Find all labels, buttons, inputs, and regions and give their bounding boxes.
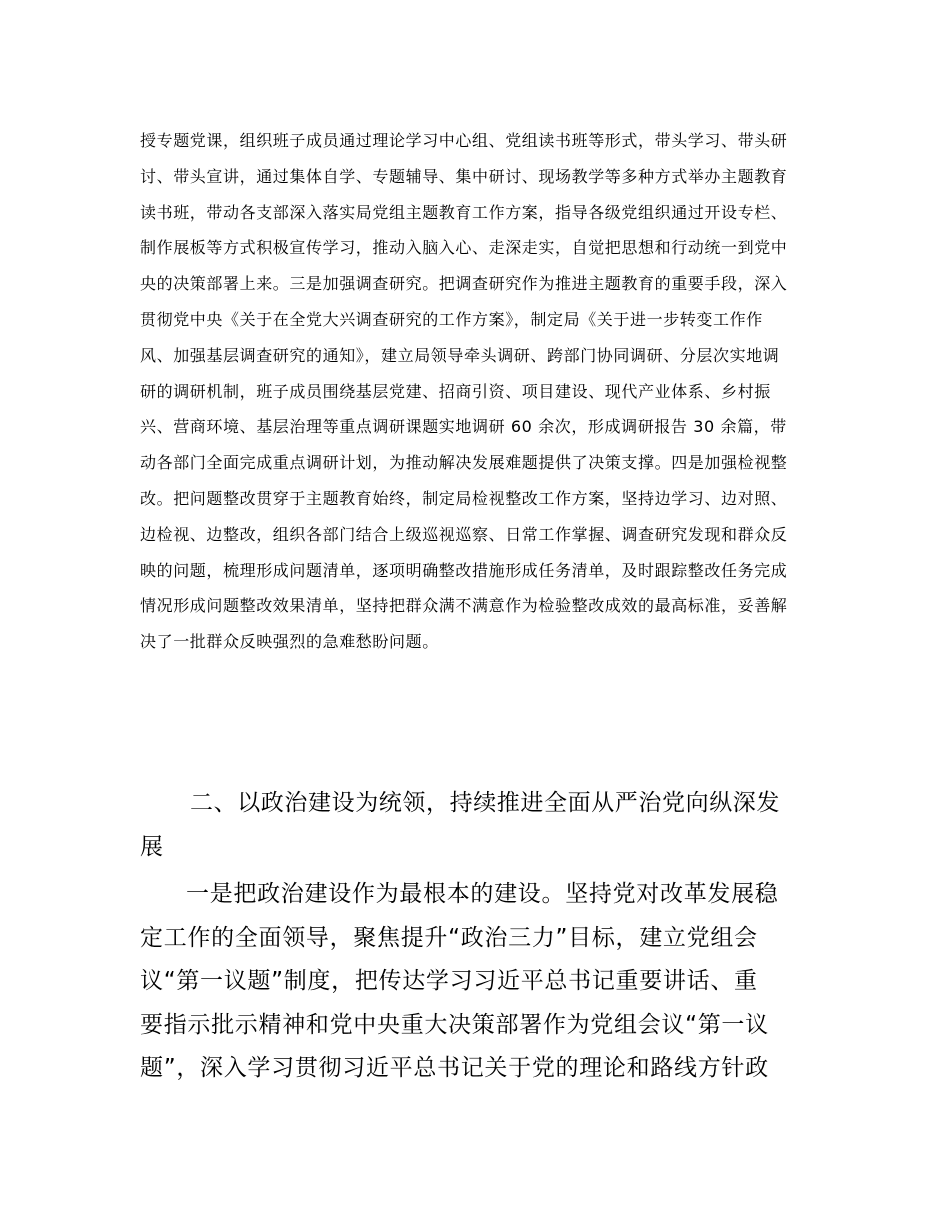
heading-line: 展 xyxy=(140,834,164,860)
paragraph-line: 决了一批群众反映强烈的急难愁盼问题。 xyxy=(140,632,439,652)
paragraph-line: 边检视、边整改，组织各部门结合上级巡视巡察、日常工作掌握、调查研究发现和群众反 xyxy=(140,524,788,544)
paragraph-line: 研的调研机制，班子成员围绕基层党建、招商引资、项目建设、现代产业体系、乡村振 xyxy=(140,381,771,401)
paragraph-line: 授专题党课，组织班子成员通过理论学习中心组、党组读书班等形式，带头学习、带头研 xyxy=(140,131,788,150)
paragraph-line: 制作展板等方式积极宣传学习，推动入脑入心、走深走实，自觉把思想和行动统一到党中 xyxy=(140,238,788,258)
paragraph-line: 映的问题，梳理形成问题清单，逐项明确整改措施形成任务清单，及时跟踪整改任务完成 xyxy=(140,560,788,580)
paragraph-line: 情况形成问题整改效果清单，坚持把群众满不满意作为检验整改成效的最高标准，妥善解 xyxy=(140,596,788,616)
paragraph-line: 要指示批示精神和党中央重大决策部署作为党组会议“第一议 xyxy=(140,1011,769,1038)
paragraph-line: 一是把政治建设作为最根本的建设。坚持党对改革发展稳 xyxy=(186,881,779,907)
paragraph-line: 央的决策部署上来。三是加强调查研究。把调查研究作为推进主题教育的重要手段，深入 xyxy=(140,274,788,294)
body-paragraph-1 xyxy=(140,123,812,660)
section-heading xyxy=(140,781,812,869)
paragraph-line: 风、加强基层调查研究的通知》，建立局领导牵头调研、跨部门协同调研、分层次实地调 xyxy=(140,345,780,365)
paragraph-line: 动各部门全面完成重点调研计划，为推动解决发展难题提供了决策支撑。四是加强检视整 xyxy=(140,453,788,473)
paragraph-line: 读书班，带动各支部深入落实局党组主题教育工作方案，指导各级党组织通过开设专栏、 xyxy=(140,202,788,222)
paragraph-line: 题”，深入学习贯彻习近平总书记关于党的理论和路线方针政 xyxy=(140,1055,769,1081)
paragraph-line: 讨、带头宣讲，通过集体自学、专题辅导、集中研讨、现场教学等多种方式举办主题教育 xyxy=(140,166,788,186)
paragraph-line: 贯彻党中央《关于在全党大兴调查研究的工作方案》，制定局《关于进一步转变工作作 xyxy=(140,309,763,329)
paragraph-line: 改。把问题整改贯穿于主题教育始终，制定局检视整改工作方案，坚持边学习、边对照、 xyxy=(140,488,788,508)
paragraph-line: 定工作的全面领导，聚焦提升“政治三力”目标，建立党组会 xyxy=(140,924,758,951)
paragraph-line: 议“第一议题”制度，把传达学习习近平总书记重要讲话、重 xyxy=(140,968,758,994)
heading-line: 二、以政治建设为统领，持续推进全面从严治党向纵深发 xyxy=(190,790,780,816)
paragraph-line: 兴、营商环境、基层治理等重点调研课题实地调研 60 余次，形成调研报告 30 余篇，带 xyxy=(140,417,787,437)
body-paragraph-2 xyxy=(140,873,812,1091)
